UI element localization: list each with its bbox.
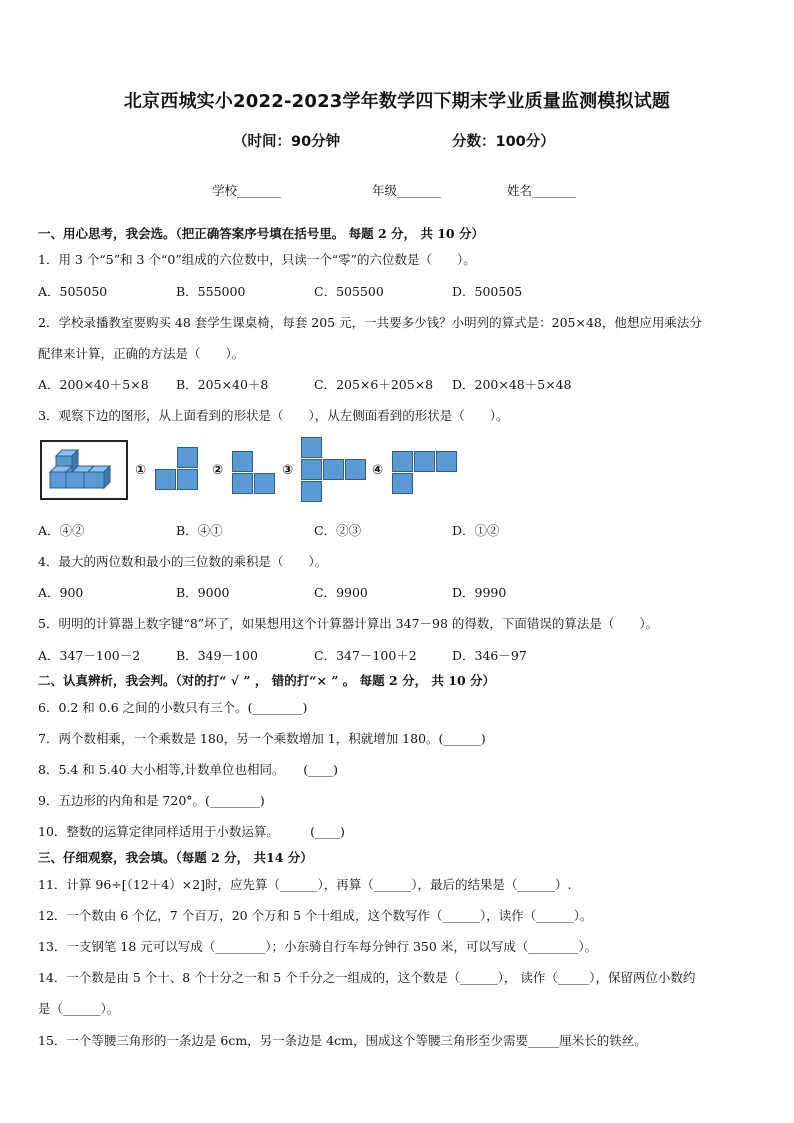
exam-score: 分数：100分） xyxy=(452,134,555,150)
cube-stack-icon xyxy=(42,442,126,498)
option-d[interactable]: D．①② xyxy=(452,523,500,538)
view-option-3[interactable] xyxy=(301,437,369,503)
name-field[interactable]: 姓名_______ xyxy=(507,183,576,198)
option-b[interactable]: B．555000 xyxy=(176,284,246,299)
view-label-4: ④ xyxy=(372,463,384,478)
question-6: 6．0.2 和 0.6 之间的小数只有三个。(________) xyxy=(38,700,308,715)
cube-stack-figure xyxy=(40,440,128,500)
question-1: 1．用 3 个“5”和 3 个“0”组成的六位数中，只读一个“零”的六位数是（ ）。 xyxy=(38,252,476,267)
option-c[interactable]: C．347－100＋2 xyxy=(314,648,417,663)
option-c[interactable]: C．9900 xyxy=(314,585,368,600)
option-d[interactable]: D．500505 xyxy=(452,284,523,299)
view-label-1: ① xyxy=(135,463,147,478)
view-option-1[interactable] xyxy=(155,447,199,491)
question-14: 14．一个数是由 5 个十、8 个十分之一和 5 个千分之一组成的，这个数是（______）， 读作（_____），保留两位小数约 xyxy=(38,970,696,985)
question-5: 5．明明的计算器上数字键“8”坏了，如果想用这个计算器计算出 347－98 的得数，下面错误的算法是（ ）。 xyxy=(38,616,659,631)
view-label-3: ③ xyxy=(282,463,294,478)
section-heading: 三、仔细观察，我会填。（每题 2 分， 共14 分） xyxy=(38,850,313,865)
option-b[interactable]: B．349－100 xyxy=(176,648,258,663)
option-b[interactable]: B．④① xyxy=(176,523,223,538)
option-a[interactable]: A．347－100－2 xyxy=(38,648,141,663)
question-2-cont: 配律来计算，正确的方法是（ ）。 xyxy=(38,346,245,361)
option-d[interactable]: D．346－97 xyxy=(452,648,527,663)
view-option-4[interactable] xyxy=(392,451,460,495)
grade-field[interactable]: 年级_______ xyxy=(372,183,441,198)
section-heading: 二、认真辨析，我会判。（对的打“ √ ” ， 错的打“× ” 。 每题 2 分， 共 10 分） xyxy=(38,673,496,688)
question-4: 4．最大的两位数和最小的三位数的乘积是（ ）。 xyxy=(38,554,328,569)
option-a[interactable]: A．④② xyxy=(38,523,85,538)
option-c[interactable]: C．205×6＋205×8 xyxy=(314,377,434,392)
option-d[interactable]: D．200×48＋5×48 xyxy=(452,377,572,392)
page-title: 北京西城实小2022-2023学年数学四下期末学业质量监测模拟试题 xyxy=(123,91,671,112)
question-9: 9．五边形的内角和是 720°。(________) xyxy=(38,793,265,808)
question-3: 3．观察下边的图形，从上面看到的形状是（ ），从左侧面看到的形状是（ ）。 xyxy=(38,408,509,423)
question-12: 12．一个数由 6 个亿，7 个百万，20 个万和 5 个十组成，这个数写作（______），读作（______）。 xyxy=(38,908,593,923)
question-7: 7．两个数相乘，一个乘数是 180，另一个乘数增加 1，积就增加 180。(______) xyxy=(38,731,486,746)
option-a[interactable]: A．200×40＋5×8 xyxy=(38,377,149,392)
school-field[interactable]: 学校_______ xyxy=(212,183,281,198)
option-d[interactable]: D．9990 xyxy=(452,585,507,600)
option-a[interactable]: A．505050 xyxy=(38,284,108,299)
exam-time: （时间：90分钟 xyxy=(233,134,341,150)
question-8: 8．5.4 和 5.40 大小相等,计数单位也相同。 (____) xyxy=(38,762,339,777)
view-option-2[interactable] xyxy=(232,451,276,495)
option-c[interactable]: C．505500 xyxy=(314,284,384,299)
option-a[interactable]: A．900 xyxy=(38,585,84,600)
section-heading: 一、用心思考，我会选。（把正确答案序号填在括号里。 每题 2 分， 共 10 分） xyxy=(38,226,484,241)
option-b[interactable]: B．205×40＋8 xyxy=(176,377,269,392)
question-14-cont: 是（______）。 xyxy=(38,1001,120,1016)
option-b[interactable]: B．9000 xyxy=(176,585,230,600)
question-13: 13．一支钢笔 18 元可以写成（________）；小东骑自行车每分钟行 350 米，可以写成（________）。 xyxy=(38,939,598,954)
question-15: 15．一个等腰三角形的一条边是 6cm，另一条边是 4cm，围成这个等腰三角形至少需要_____厘米长的铁丝。 xyxy=(38,1033,647,1048)
question-2: 2．学校录播教室要购买 48 套学生课桌椅，每套 205 元，一共要多少钱？小明列的算式是：205×48，他想应用乘法分 xyxy=(38,315,702,330)
view-label-2: ② xyxy=(212,463,224,478)
option-c[interactable]: C．②③ xyxy=(314,523,362,538)
question-10: 10．整数的运算定律同样适用于小数运算。 (____) xyxy=(38,824,345,839)
question-11: 11．计算 96÷[（12＋4）×2]时，应先算（______），再算（______），最后的结果是（______）. xyxy=(38,877,572,892)
